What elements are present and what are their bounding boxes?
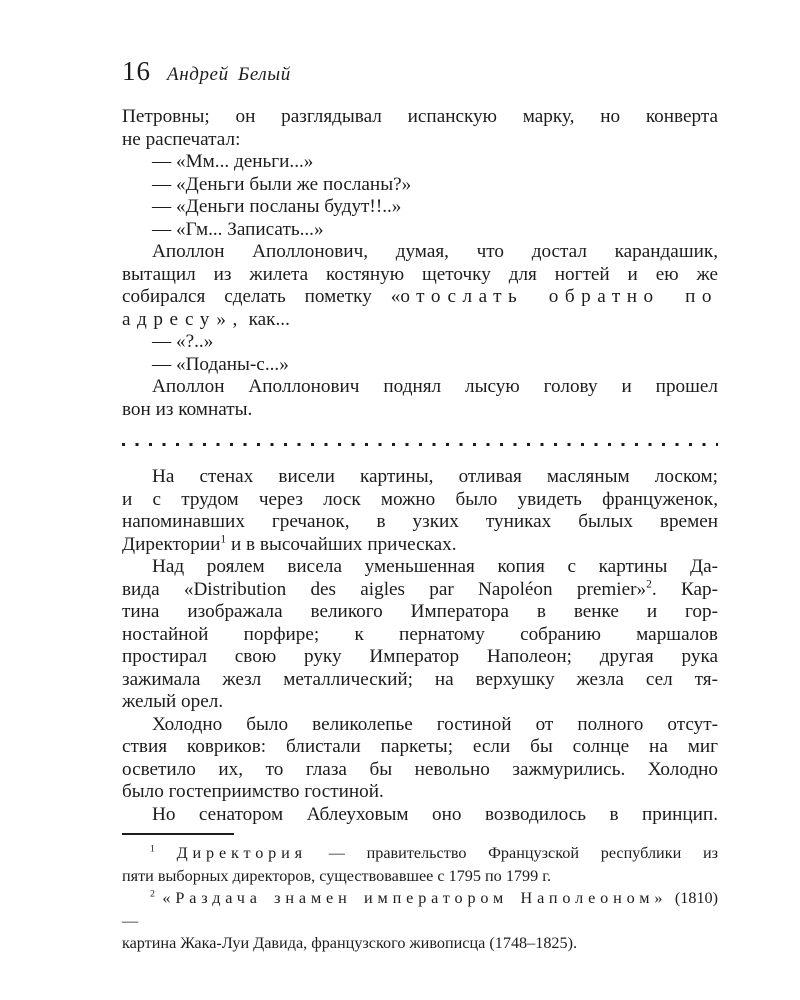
text-line: Петровны; он разглядывал испанскую марку, но конверта (122, 106, 718, 127)
running-head-author: Андрей Белый (167, 64, 291, 85)
dialogue-line (122, 174, 718, 197)
text-line: — «Поданы-с...» (152, 353, 289, 375)
footnotes-section (122, 833, 718, 955)
text-line: — «Мм... деньги...» (152, 151, 314, 172)
text-line: вида «Distribution des aigles par Napoléon premier»$^2$. Кар- (122, 578, 718, 600)
footnote-marker: 2 (646, 578, 652, 591)
text-line: адресу», как... (122, 308, 290, 330)
text-line: собирался сделать пометку «отослать обратно по (122, 286, 718, 307)
footnote-marker: 1 (150, 843, 155, 855)
dialogue-line (122, 196, 718, 219)
paragraph (122, 804, 718, 827)
footnote-marker: 2 (150, 888, 155, 900)
dialogue-line (122, 354, 718, 377)
footnote-marker: 1 (220, 533, 227, 546)
footnote-list (122, 842, 718, 955)
text-line: Аполлон Аполлонович поднял лысую голову и прошел (152, 376, 718, 397)
letterspaced-text: отослать обратно по (400, 286, 718, 307)
text-line: — «Гм... Записать...» (152, 218, 324, 240)
text-line: — «Деньги посланы будут!!..» (152, 196, 402, 217)
text-line: $^2$ «Раздача знамен императором Наполеоном» (1810) — (122, 888, 719, 930)
text-line: Холодно было великолепье гостиной от полного отсут- (152, 713, 718, 735)
page-number: 16 (122, 56, 151, 86)
text-line: ностайной порфире; к пернатому собранию маршалов (122, 623, 718, 645)
text-line: вон из комнаты. (122, 398, 253, 420)
dotted-section-divider (122, 443, 718, 446)
text-block (122, 106, 718, 826)
text-line: желый орел. (122, 691, 224, 712)
text-line: вытащил из жилета костяную щеточку для ногтей и ею же (122, 263, 718, 285)
text-line: Аполлон Аполлонович, думая, что достал карандашик, (152, 241, 718, 262)
text-line: $^1$ Директория — правительство Французской республики из (150, 843, 718, 862)
footnote-2 (122, 887, 718, 955)
letterspaced-text: адресу», (122, 308, 244, 330)
text-line: не распечатал: (122, 128, 241, 150)
letterspaced-text: «Раздача знамен императором Наполеоном» (162, 889, 668, 908)
text-line: зажимала жезл металлический; на верхушку жезла сел тя- (122, 668, 718, 690)
footnote-rule (122, 833, 234, 835)
text-line: — «Деньги были же посланы?» (152, 173, 412, 195)
running-header (122, 58, 718, 84)
footnote-1 (122, 842, 718, 887)
paragraph (122, 556, 718, 714)
text-line: простирал свою руку Император Наполеон; другая рука (122, 646, 718, 667)
text-line: пяти выборных директоров, существовавшее с 1795 по 1799 г. (122, 866, 552, 885)
paragraph (122, 466, 718, 556)
paragraph (122, 376, 718, 421)
dialogue-line (122, 151, 718, 174)
text-line: напоминавших гречанок, в узких туниках былых времен (122, 511, 718, 532)
letterspaced-text: Директория (176, 844, 307, 862)
text-line: Над роялем висела уменьшенная копия с картины Да- (152, 556, 718, 577)
text-line: — «?..» (152, 331, 214, 352)
paragraph (122, 714, 718, 804)
text-line: ствия ковриков: блистали паркеты; если бы солнце на миг (122, 736, 718, 757)
text-line: Директории$^1$ и в высочайших прическах. (122, 533, 457, 555)
text-line: и с трудом через лоск можно было увидеть француженок, (122, 488, 718, 510)
text-line: картина Жака-Луи Давида, французского живописца (1748–1825). (122, 934, 578, 953)
dialogue-line (122, 219, 718, 242)
text-line: тина изображала великого Императора в венке и гор- (122, 601, 718, 622)
text-line: Но сенатором Аблеуховым оно возводилось в принцип. (152, 803, 718, 825)
text-line: осветило их, то глаза бы невольно зажмурились. Холодно (122, 758, 718, 780)
paragraph (122, 241, 718, 331)
paragraph-opening (122, 106, 718, 151)
text-line: было гостеприимство гостиной. (122, 781, 384, 802)
text-line: На стенах висели картины, отливая масляным лоском; (152, 466, 718, 487)
dialogue-line (122, 331, 718, 354)
